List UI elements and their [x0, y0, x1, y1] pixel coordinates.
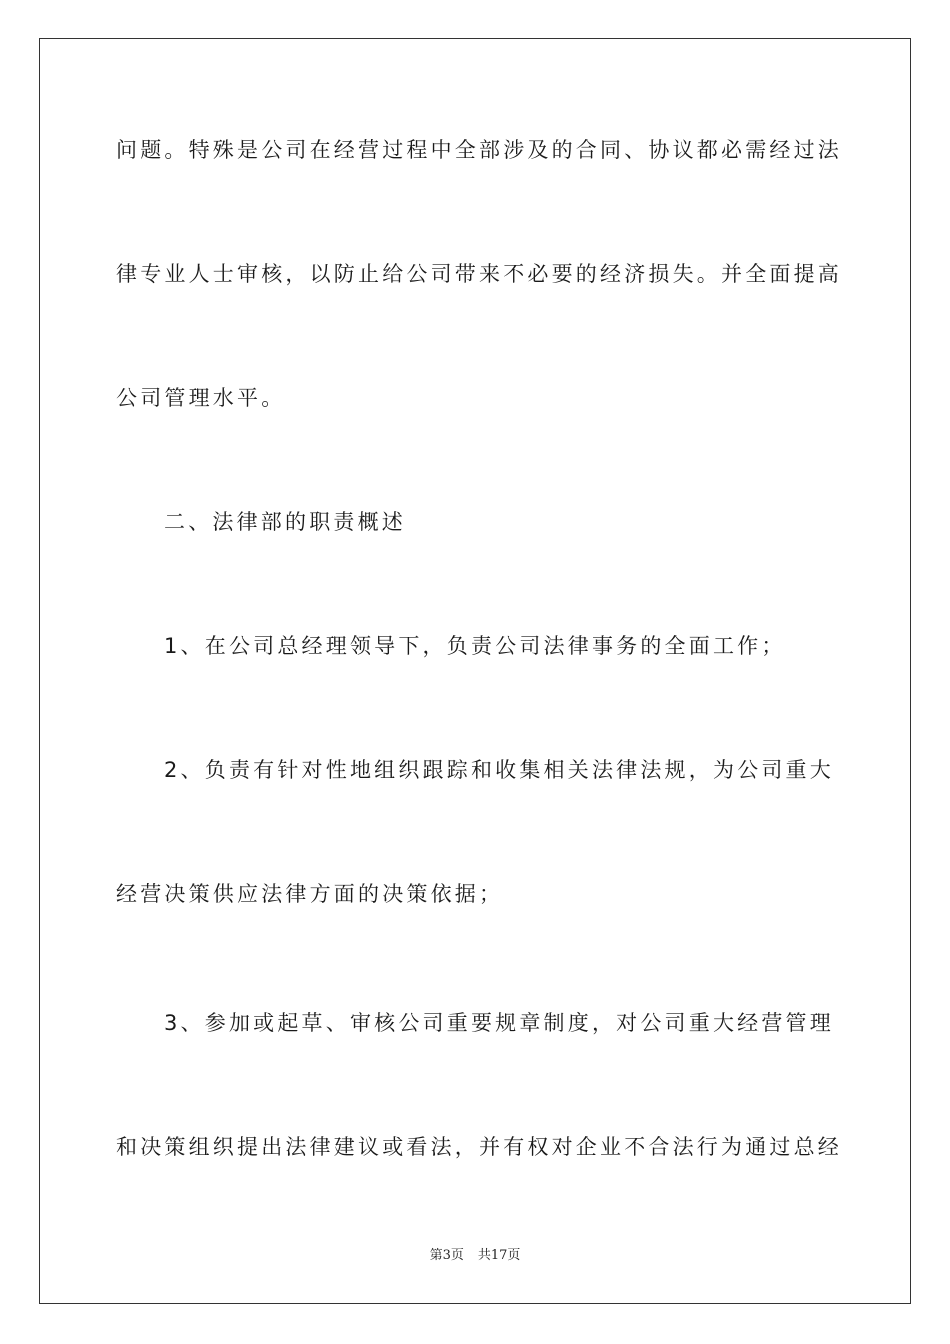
page-total: 共17页 [477, 1248, 521, 1263]
list-item: 3、参加或起草、审核公司重要规章制度，对公司重大经营管理 [164, 1011, 834, 1035]
body-text-line: 律专业人士审核，以防止给公司带来不必要的经济损失。并全面提高 [116, 262, 842, 286]
page-border [39, 38, 911, 1304]
list-item: 1、在公司总经理领导下，负责公司法律事务的全面工作； [164, 634, 786, 658]
page-footer [0, 1247, 950, 1265]
list-item: 2、负责有针对性地组织跟踪和收集相关法律法规，为公司重大 [164, 758, 834, 782]
body-text-line: 和决策组织提出法律建议或看法，并有权对企业不合法行为通过总经 [116, 1135, 842, 1159]
body-text-line: 经营决策供应法律方面的决策依据； [116, 882, 504, 906]
body-text-line: 问题。特殊是公司在经营过程中全部涉及的合同、协议都必需经过法 [116, 138, 842, 162]
section-heading: 二、法律部的职责概述 [164, 510, 406, 534]
body-text-line: 公司管理水平。 [116, 386, 286, 410]
page-number: 第3页 [429, 1248, 464, 1263]
